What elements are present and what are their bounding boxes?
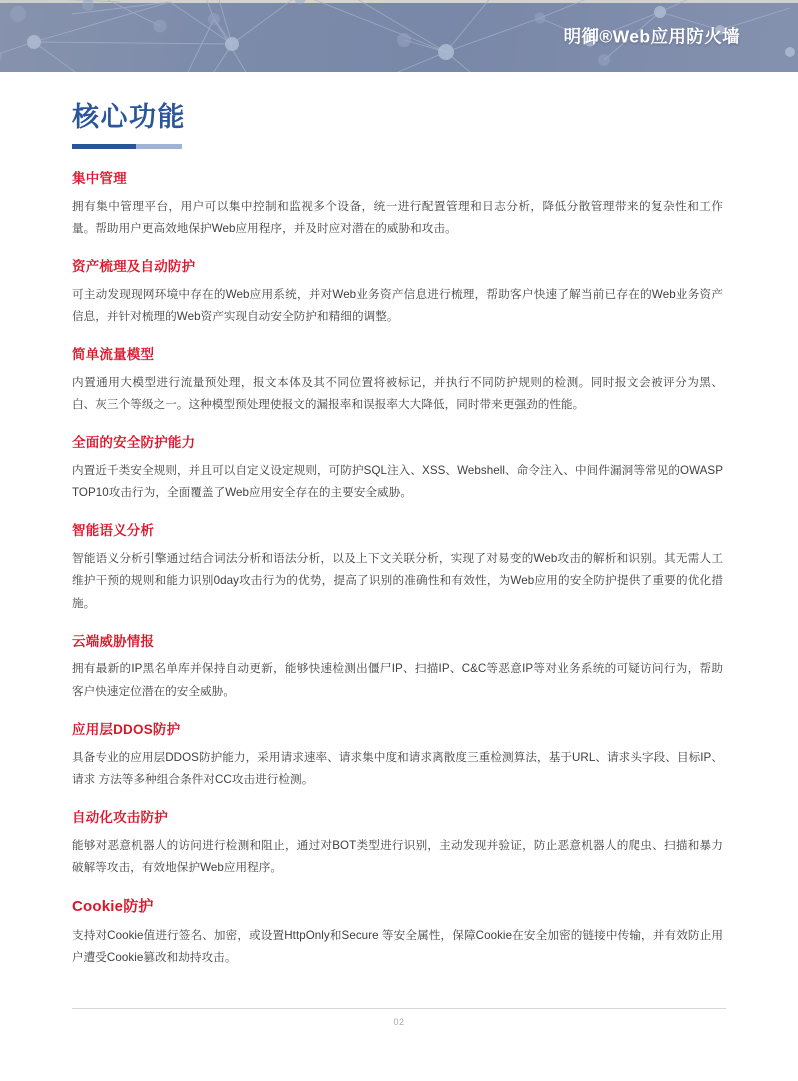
section-body: 支持对Cookie值进行签名、加密，或设置HttpOnly和Secure 等安全属性，保障Cookie在安全加密的链接中传输，并有效防止用户遭受Cookie篡改和劫持攻击。 — [72, 928, 723, 965]
section-heading: 自动化攻击防护 — [72, 809, 168, 825]
title-underline — [72, 144, 182, 149]
section-body: 内置通用大模型进行流量预处理，报文本体及其不同位置将被标记，并执行不同防护规则的检测。同时报文会被评分为黑、白、灰三个等级之一。这种模型预处理使报文的漏报率和误报率大大降低，同时带来更强劲的性能。 — [72, 375, 723, 412]
section-body: 内置近千类安全规则，并且可以自定义设定规则，可防护SQL注入、XSS、Webshell、命令注入、中间件漏洞等常见的OWASP TOP10攻击行为，全面覆盖了Web应用安全存在的主要安全威胁。 — [72, 463, 723, 500]
feature-section — [72, 171, 726, 241]
section-body: 具备专业的应用层DDOS防护能力，采用请求速率、请求集中度和请求离散度三重检测算法，基于URL、请求头字段、目标IP、请求 方法等多种组合条件对CC攻击进行检测。 — [72, 750, 723, 787]
page-title-block — [72, 72, 726, 149]
page-content — [0, 72, 798, 970]
footer-divider — [72, 1008, 726, 1009]
feature-section — [72, 523, 726, 616]
feature-section — [72, 810, 726, 880]
section-heading: 资产梳理及自动防护 — [72, 258, 196, 274]
page-number: 02 — [393, 1017, 405, 1027]
section-heading: 智能语义分析 — [72, 522, 155, 538]
title-underline-dark — [72, 144, 136, 149]
section-heading: 应用层DDOS防护 — [72, 721, 181, 737]
feature-section — [72, 435, 726, 505]
section-heading: 集中管理 — [72, 170, 127, 186]
feature-section — [72, 259, 726, 329]
section-heading: 全面的安全防护能力 — [72, 434, 196, 450]
section-body: 拥有集中管理平台，用户可以集中控制和监视多个设备，统一进行配置管理和日志分析，降低分散管理带来的复杂性和工作量。帮助用户更高效地保护Web应用程序，并及时应对潜在的威胁和攻击。 — [72, 199, 723, 236]
section-body: 拥有最新的IP黑名单库并保持自动更新，能够快速检测出僵尸IP、扫描IP、C&C等恶意IP等对业务系统的可疑访问行为，帮助客户快速定位潜在的安全威胁。 — [72, 662, 723, 699]
section-heading: 简单流量模型 — [72, 346, 155, 362]
feature-section — [72, 347, 726, 417]
section-body: 智能语义分析引擎通过结合词法分析和语法分析，以及上下文关联分析，实现了对易变的Web攻击的解析和识别。其无需人工维护干预的规则和能力识别0day攻击行为的优势，提高了识别的准确性和有效性，为Web应用的安全防护提供了重要的优化措施。 — [72, 551, 723, 610]
section-heading: Cookie防护 — [72, 897, 154, 915]
section-heading: 云端威胁情报 — [72, 633, 155, 649]
feature-section — [72, 634, 726, 704]
feature-section — [72, 898, 726, 970]
section-body: 可主动发现现网环境中存在的Web应用系统，并对Web业务资产信息进行梳理，帮助客户快速了解当前已存在的Web业务资产信息，并针对梳理的Web资产实现自动安全防护和精细的调整。 — [72, 287, 723, 324]
page-title: 核心功能 — [72, 102, 186, 132]
feature-section — [72, 722, 726, 792]
page-footer — [72, 1008, 726, 1027]
title-underline-light — [136, 144, 182, 149]
feature-section-list — [72, 171, 726, 970]
page-banner — [0, 0, 798, 72]
product-title: 明御®Web应用防火墙 — [563, 26, 740, 47]
section-body: 能够对恶意机器人的访问进行检测和阻止，通过对BOT类型进行识别，主动发现并验证，防止恶意机器人的爬虫、扫描和暴力破解等攻击，有效地保护Web应用程序。 — [72, 838, 723, 875]
